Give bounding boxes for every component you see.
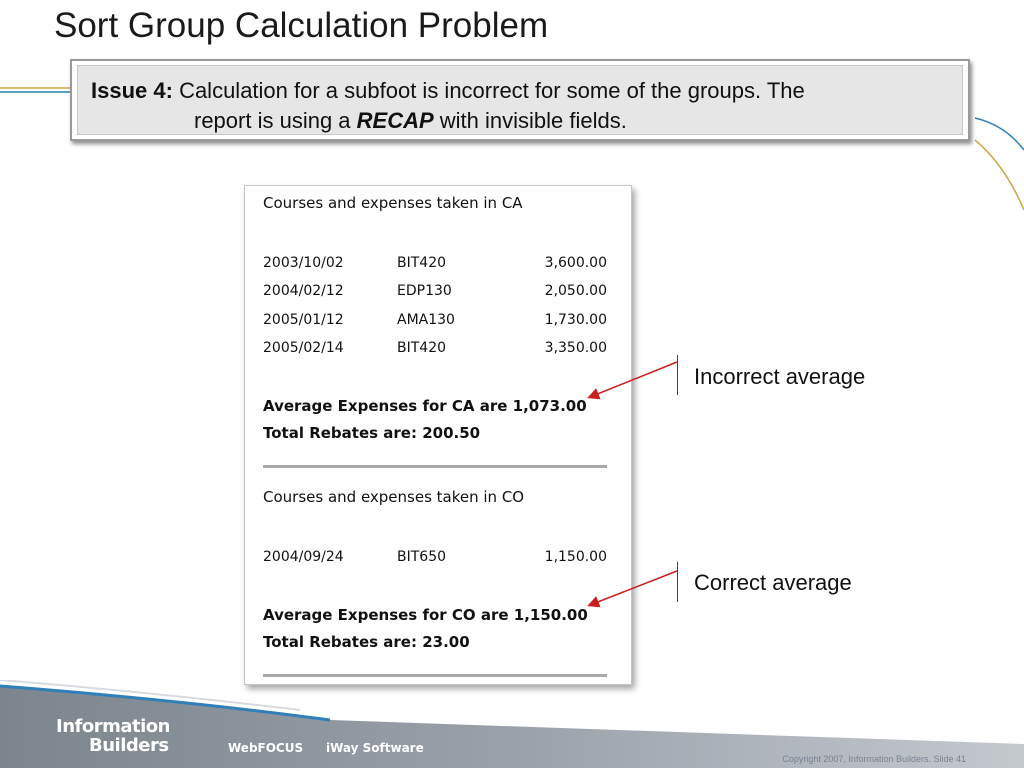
row-amount: 2,050.00 <box>544 283 607 299</box>
issue-line1-text: Calculation for a subfoot is incorrect for some of the groups. The <box>179 78 805 103</box>
total-rebates-ca: Total Rebates are: 200.50 <box>263 424 481 442</box>
row-course: AMA130 <box>397 312 455 328</box>
row-date: 2004/02/12 <box>263 283 344 299</box>
row-course: BIT420 <box>397 340 447 356</box>
row-amount: 3,350.00 <box>544 340 607 356</box>
row-date: 2005/02/14 <box>263 340 344 356</box>
row-course: BIT650 <box>397 549 447 565</box>
row-date: 2005/01/12 <box>263 312 344 328</box>
footer-product-webfocus: WebFOCUS <box>228 741 304 755</box>
row-amount: 3,600.00 <box>544 255 607 271</box>
callout-bar-incorrect <box>677 355 678 395</box>
total-rebates-co: Total Rebates are: 23.00 <box>263 633 470 651</box>
footer-product-iway: iWay Software <box>326 741 424 755</box>
row-amount: 1,730.00 <box>544 312 607 328</box>
red-pointer-arrow-icon <box>590 571 677 605</box>
row-course: EDP130 <box>397 283 452 299</box>
callout-incorrect-average: Incorrect average <box>694 364 866 389</box>
group-heading-co: Courses and expenses taken in CO <box>263 488 525 506</box>
information-builders-logo <box>56 716 170 757</box>
callout-correct-average: Correct average <box>694 570 852 595</box>
logo-line-2: Builders <box>89 735 169 756</box>
row-date: 2004/09/24 <box>263 549 344 565</box>
issue-line2-prefix: report is using a <box>194 108 357 133</box>
average-expenses-co: Average Expenses for CO are 1,150.00 <box>263 606 588 624</box>
slide-title: Sort Group Calculation Problem <box>54 6 549 45</box>
average-expenses-ca: Average Expenses for CA are 1,073.00 <box>263 397 587 415</box>
issue-label: Issue 4: <box>91 78 173 103</box>
row-amount: 1,150.00 <box>544 549 607 565</box>
red-pointer-arrow-icon <box>590 362 677 397</box>
row-course: BIT420 <box>397 255 447 271</box>
row-date: 2003/10/02 <box>263 255 344 271</box>
callout-bar-correct <box>677 562 678 602</box>
issue-line2-suffix: with invisible fields. <box>433 108 627 133</box>
group-heading-ca: Courses and expenses taken in CA <box>263 194 523 212</box>
copyright-text: Copyright 2007, Information Builders. Slide 41 <box>782 754 966 764</box>
logo-line-1: Information <box>56 716 170 737</box>
recap-emphasis: RECAP <box>356 108 434 133</box>
